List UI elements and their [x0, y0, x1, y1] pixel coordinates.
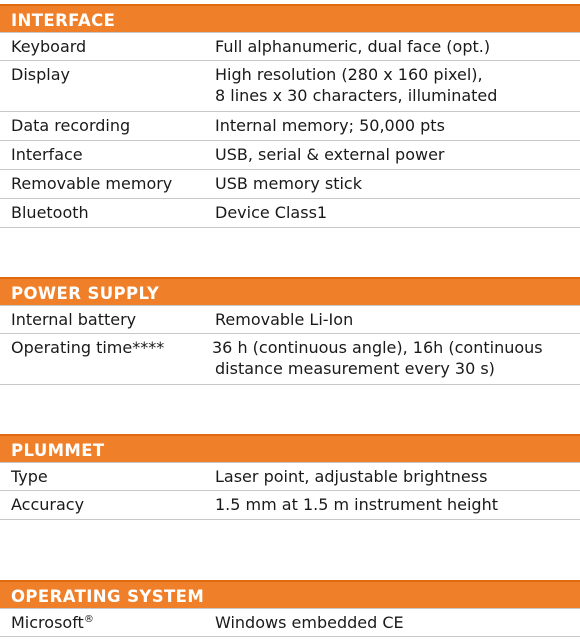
- spec-label: Keyboard: [11, 37, 87, 56]
- power-supply-section: [0, 277, 580, 385]
- spec-label: Operating time****: [11, 338, 165, 357]
- spec-value: High resolution (280 x 160 pixel),: [215, 65, 483, 84]
- spec-value-line2: 8 lines x 30 characters, illuminated: [215, 86, 498, 105]
- interface-section: [0, 4, 580, 228]
- operating-system-section: [0, 580, 580, 637]
- interface-header: INTERFACE: [0, 4, 580, 32]
- spec-row-bluetooth: [0, 199, 580, 228]
- spec-row-removable-memory: [0, 170, 580, 199]
- spec-label: Bluetooth: [11, 203, 89, 222]
- plummet-header: PLUMMET: [0, 434, 580, 462]
- spec-row-microsoft: [0, 608, 580, 637]
- spec-value: Windows embedded CE: [215, 613, 404, 632]
- spec-label: Accuracy: [11, 495, 85, 514]
- spec-value: 1.5 mm at 1.5 m instrument height: [215, 495, 498, 514]
- operating-system-header: OPERATING SYSTEM: [0, 580, 580, 608]
- spec-row-interface: [0, 141, 580, 170]
- spec-label-text: Microsoft: [11, 613, 84, 632]
- spec-row-operating-time: [0, 334, 580, 385]
- spec-value: Internal memory; 50,000 pts: [215, 116, 445, 135]
- registered-mark: ®: [83, 614, 94, 625]
- spec-value: USB memory stick: [215, 174, 362, 193]
- spec-label: [11, 612, 94, 634]
- spec-row-type: [0, 462, 580, 491]
- spec-label: Interface: [11, 145, 83, 164]
- spec-row-internal-battery: [0, 305, 580, 334]
- spec-value: Removable Li-Ion: [215, 310, 354, 329]
- spec-value: Device Class1: [215, 203, 328, 222]
- plummet-section: [0, 434, 580, 520]
- spec-label: Data recording: [11, 116, 131, 135]
- spec-value-line2: distance measurement every 30 s): [215, 359, 495, 378]
- spec-value: 36 h (continuous angle), 16h (continuous: [212, 338, 543, 357]
- spec-label: Internal battery: [11, 310, 137, 329]
- power-supply-header: POWER SUPPLY: [0, 277, 580, 305]
- spec-value: Laser point, adjustable brightness: [215, 467, 488, 486]
- spec-label: Display: [11, 65, 70, 84]
- spec-row-accuracy: [0, 491, 580, 520]
- spec-value: Full alphanumeric, dual face (opt.): [215, 37, 491, 56]
- spec-label: Removable memory: [11, 174, 173, 193]
- spec-row-display: [0, 61, 580, 112]
- spec-row-data-recording: [0, 112, 580, 141]
- spec-row-keyboard: [0, 32, 580, 61]
- spec-value: USB, serial & external power: [215, 145, 445, 164]
- spec-label: Type: [11, 467, 48, 486]
